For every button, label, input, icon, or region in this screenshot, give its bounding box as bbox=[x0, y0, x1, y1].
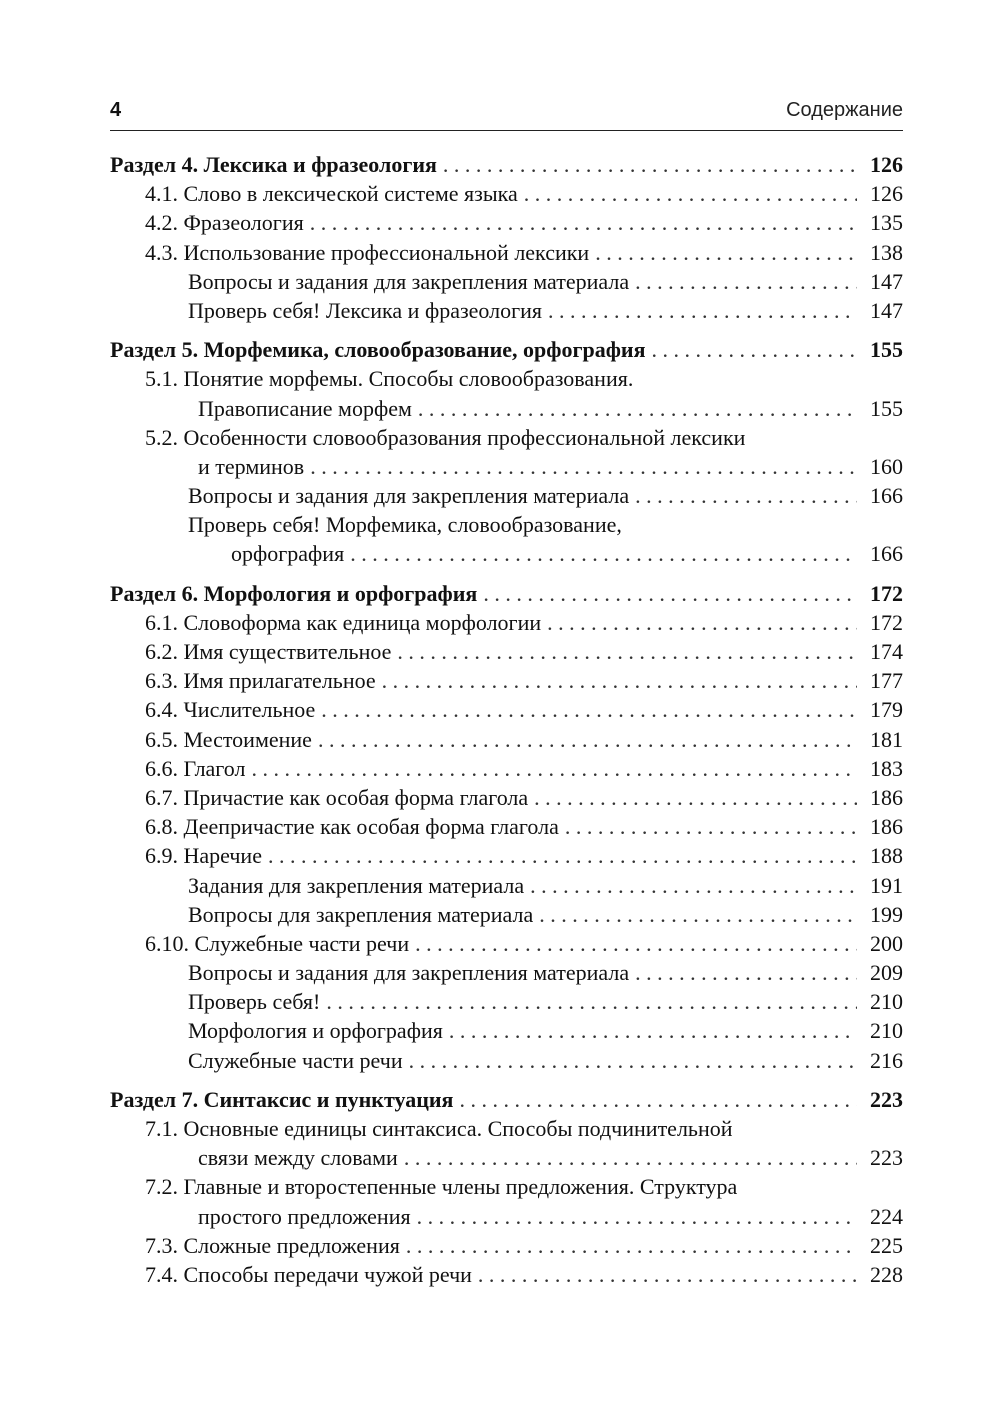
dot-leader bbox=[443, 150, 857, 179]
toc-entry-title: Проверь себя! Морфемика, словообразование, bbox=[188, 512, 622, 538]
page-ref: 174 bbox=[870, 639, 903, 664]
dot-leader bbox=[635, 481, 857, 510]
dot-leader bbox=[478, 1260, 857, 1289]
page-ref: 200 bbox=[870, 930, 903, 956]
toc-entry-title: 6.2. Имя существительное bbox=[145, 639, 392, 664]
page-ref: 223 bbox=[870, 1145, 903, 1171]
toc-section bbox=[110, 335, 903, 569]
toc-entry-title: 6.4. Числительное bbox=[145, 697, 316, 723]
dot-leader bbox=[539, 900, 857, 929]
section-title: Раздел 7. Синтаксис и пунктуация bbox=[110, 1086, 454, 1112]
toc-line bbox=[110, 987, 903, 1016]
toc-line bbox=[110, 394, 903, 423]
toc-entry-title: 6.1. Словоформа как единица морфологии bbox=[145, 609, 542, 635]
toc-line bbox=[110, 637, 903, 666]
toc-line bbox=[110, 958, 903, 987]
toc-entry-title: 6.9. Наречие bbox=[145, 843, 262, 869]
toc-entry-title: Задания для закрепления материала bbox=[188, 872, 525, 898]
page-ref: 172 bbox=[870, 609, 903, 635]
toc-section bbox=[110, 579, 903, 1075]
section-title: Раздел 6. Морфология и орфография bbox=[110, 580, 478, 606]
toc-entry-title: 4.3. Использование профессиональной лексики bbox=[145, 239, 590, 265]
page-ref: 179 bbox=[870, 697, 903, 723]
toc-entry-title: 7.3. Сложные предложения bbox=[145, 1232, 400, 1258]
dot-leader bbox=[251, 754, 857, 783]
page-ref: 126 bbox=[870, 152, 903, 177]
table-of-contents bbox=[110, 150, 903, 1299]
toc-entry-continuation: связи между словами bbox=[198, 1145, 398, 1171]
toc-entry-title: 6.10. Служебные части речи bbox=[145, 930, 410, 956]
page-ref: 183 bbox=[870, 755, 903, 781]
page-ref: 166 bbox=[870, 541, 903, 567]
page-ref: 210 bbox=[870, 1018, 903, 1044]
toc-entry-continuation: простого предложения bbox=[198, 1203, 411, 1229]
dot-leader bbox=[635, 958, 857, 987]
page-ref: 147 bbox=[870, 268, 903, 294]
dot-leader bbox=[534, 783, 857, 812]
toc-entry-title: 4.1. Слово в лексической системе языка bbox=[145, 181, 518, 207]
toc-line bbox=[110, 1143, 903, 1172]
toc-line bbox=[110, 1260, 903, 1289]
toc-entry-continuation: и терминов bbox=[198, 453, 305, 479]
toc-line bbox=[110, 208, 903, 237]
toc-section bbox=[110, 150, 903, 325]
toc-line bbox=[110, 150, 903, 179]
toc-entry-continuation: орфография bbox=[231, 541, 345, 567]
running-header bbox=[110, 96, 903, 131]
toc-line bbox=[110, 695, 903, 724]
section-title: Раздел 5. Морфемика, словообразование, орфография bbox=[110, 337, 646, 363]
dot-leader bbox=[268, 841, 857, 870]
dot-leader bbox=[547, 608, 857, 637]
toc-entry-title: Вопросы и задания для закрепления материала bbox=[188, 960, 630, 986]
toc-line bbox=[110, 238, 903, 267]
page-ref: 147 bbox=[870, 297, 903, 323]
dot-leader bbox=[417, 1202, 857, 1231]
toc-line bbox=[110, 871, 903, 900]
toc-section bbox=[110, 1085, 903, 1289]
toc-line bbox=[110, 296, 903, 325]
toc-entry-title: Вопросы для закрепления материала bbox=[188, 901, 534, 927]
toc-entry-title: 6.6. Глагол bbox=[145, 755, 246, 781]
page-ref: 225 bbox=[870, 1232, 903, 1258]
page-ref: 209 bbox=[870, 960, 903, 986]
dot-leader bbox=[321, 695, 857, 724]
toc-entry-title: 6.7. Причастие как особая форма глагола bbox=[145, 784, 529, 810]
toc-line bbox=[110, 841, 903, 870]
dot-leader bbox=[595, 238, 857, 267]
dot-leader bbox=[565, 812, 857, 841]
page-ref: 199 bbox=[870, 901, 903, 927]
dot-leader bbox=[409, 1046, 857, 1075]
toc-entry-title: 6.5. Местоимение bbox=[145, 726, 312, 752]
dot-leader bbox=[418, 394, 857, 423]
dot-leader bbox=[530, 871, 857, 900]
toc-entry-title: 4.2. Фразеология bbox=[145, 210, 304, 236]
page-ref: 155 bbox=[870, 337, 903, 363]
toc-line bbox=[110, 929, 903, 958]
dot-leader bbox=[548, 296, 857, 325]
running-title: Содержание bbox=[786, 99, 903, 121]
toc-entry-title: Проверь себя! Лексика и фразеология bbox=[188, 297, 543, 323]
page-ref: 188 bbox=[870, 843, 903, 869]
page-ref: 191 bbox=[870, 872, 903, 898]
toc-entry-title: 6.8. Деепричастие как особая форма глагола bbox=[145, 814, 559, 840]
toc-entry-title: Морфология и орфография bbox=[188, 1018, 443, 1044]
dot-leader bbox=[382, 666, 857, 695]
dot-leader bbox=[326, 987, 857, 1016]
page-ref: 172 bbox=[870, 580, 903, 606]
page-ref: 126 bbox=[870, 181, 903, 207]
toc-line bbox=[110, 754, 903, 783]
toc-entry-title: 6.3. Имя прилагательное bbox=[145, 668, 376, 694]
toc-entry-title: Проверь себя! bbox=[188, 989, 321, 1015]
dot-leader bbox=[449, 1016, 857, 1045]
toc-line bbox=[110, 900, 903, 929]
toc-entry-title: Вопросы и задания для закрепления материала bbox=[188, 483, 630, 509]
toc-line bbox=[110, 1085, 903, 1114]
page-ref: 216 bbox=[870, 1047, 903, 1073]
page-ref: 186 bbox=[870, 814, 903, 840]
dot-leader bbox=[652, 335, 858, 364]
dot-leader bbox=[524, 179, 857, 208]
toc-entry-continuation: Правописание морфем bbox=[198, 395, 412, 421]
toc-line bbox=[110, 481, 903, 510]
toc-line bbox=[110, 335, 903, 364]
page-ref: 181 bbox=[870, 726, 903, 752]
toc-line bbox=[110, 1016, 903, 1045]
dot-leader bbox=[310, 452, 857, 481]
toc-line bbox=[110, 1046, 903, 1075]
toc-line bbox=[110, 539, 903, 568]
dot-leader bbox=[318, 725, 857, 754]
dot-leader bbox=[397, 637, 857, 666]
dot-leader bbox=[310, 208, 857, 237]
toc-line bbox=[110, 452, 903, 481]
toc-entry-title: 7.2. Главные и второстепенные члены предложения. Структура bbox=[145, 1174, 738, 1200]
toc-line bbox=[110, 666, 903, 695]
page-ref: 210 bbox=[870, 989, 903, 1015]
page-number: 4 bbox=[110, 99, 122, 121]
toc-line bbox=[110, 1202, 903, 1231]
dot-leader bbox=[415, 929, 857, 958]
toc-line bbox=[110, 725, 903, 754]
toc-line bbox=[110, 1231, 903, 1260]
toc-line bbox=[110, 579, 903, 608]
toc-entry-title: 5.1. Понятие морфемы. Способы словообразования. bbox=[145, 366, 634, 392]
toc-line bbox=[110, 608, 903, 637]
toc-line bbox=[110, 267, 903, 296]
page-ref: 166 bbox=[870, 483, 903, 509]
toc-entry-title: 5.2. Особенности словообразования профессиональной лексики bbox=[145, 424, 746, 450]
page-ref: 155 bbox=[870, 395, 903, 421]
page-ref: 186 bbox=[870, 784, 903, 810]
page-ref: 135 bbox=[870, 210, 903, 236]
dot-leader bbox=[404, 1143, 857, 1172]
dot-leader bbox=[406, 1231, 857, 1260]
dot-leader bbox=[350, 539, 857, 568]
section-title: Раздел 4. Лексика и фразеология bbox=[110, 152, 437, 177]
page-ref: 228 bbox=[870, 1261, 903, 1287]
page-ref: 138 bbox=[870, 239, 903, 265]
page-ref: 223 bbox=[870, 1086, 903, 1112]
dot-leader bbox=[635, 267, 857, 296]
toc-entry-title: Вопросы и задания для закрепления материала bbox=[188, 268, 630, 294]
dot-leader bbox=[483, 579, 857, 608]
dot-leader bbox=[459, 1085, 857, 1114]
toc-entry-title: 7.4. Способы передачи чужой речи bbox=[145, 1261, 472, 1287]
toc-line bbox=[110, 783, 903, 812]
page-ref: 160 bbox=[870, 453, 903, 479]
toc-entry-title: Служебные части речи bbox=[188, 1047, 403, 1073]
toc-line bbox=[110, 812, 903, 841]
page-ref: 177 bbox=[870, 668, 903, 694]
toc-entry-title: 7.1. Основные единицы синтаксиса. Способы подчинительной bbox=[145, 1116, 733, 1141]
toc-line bbox=[110, 179, 903, 208]
page-ref: 224 bbox=[870, 1203, 903, 1229]
